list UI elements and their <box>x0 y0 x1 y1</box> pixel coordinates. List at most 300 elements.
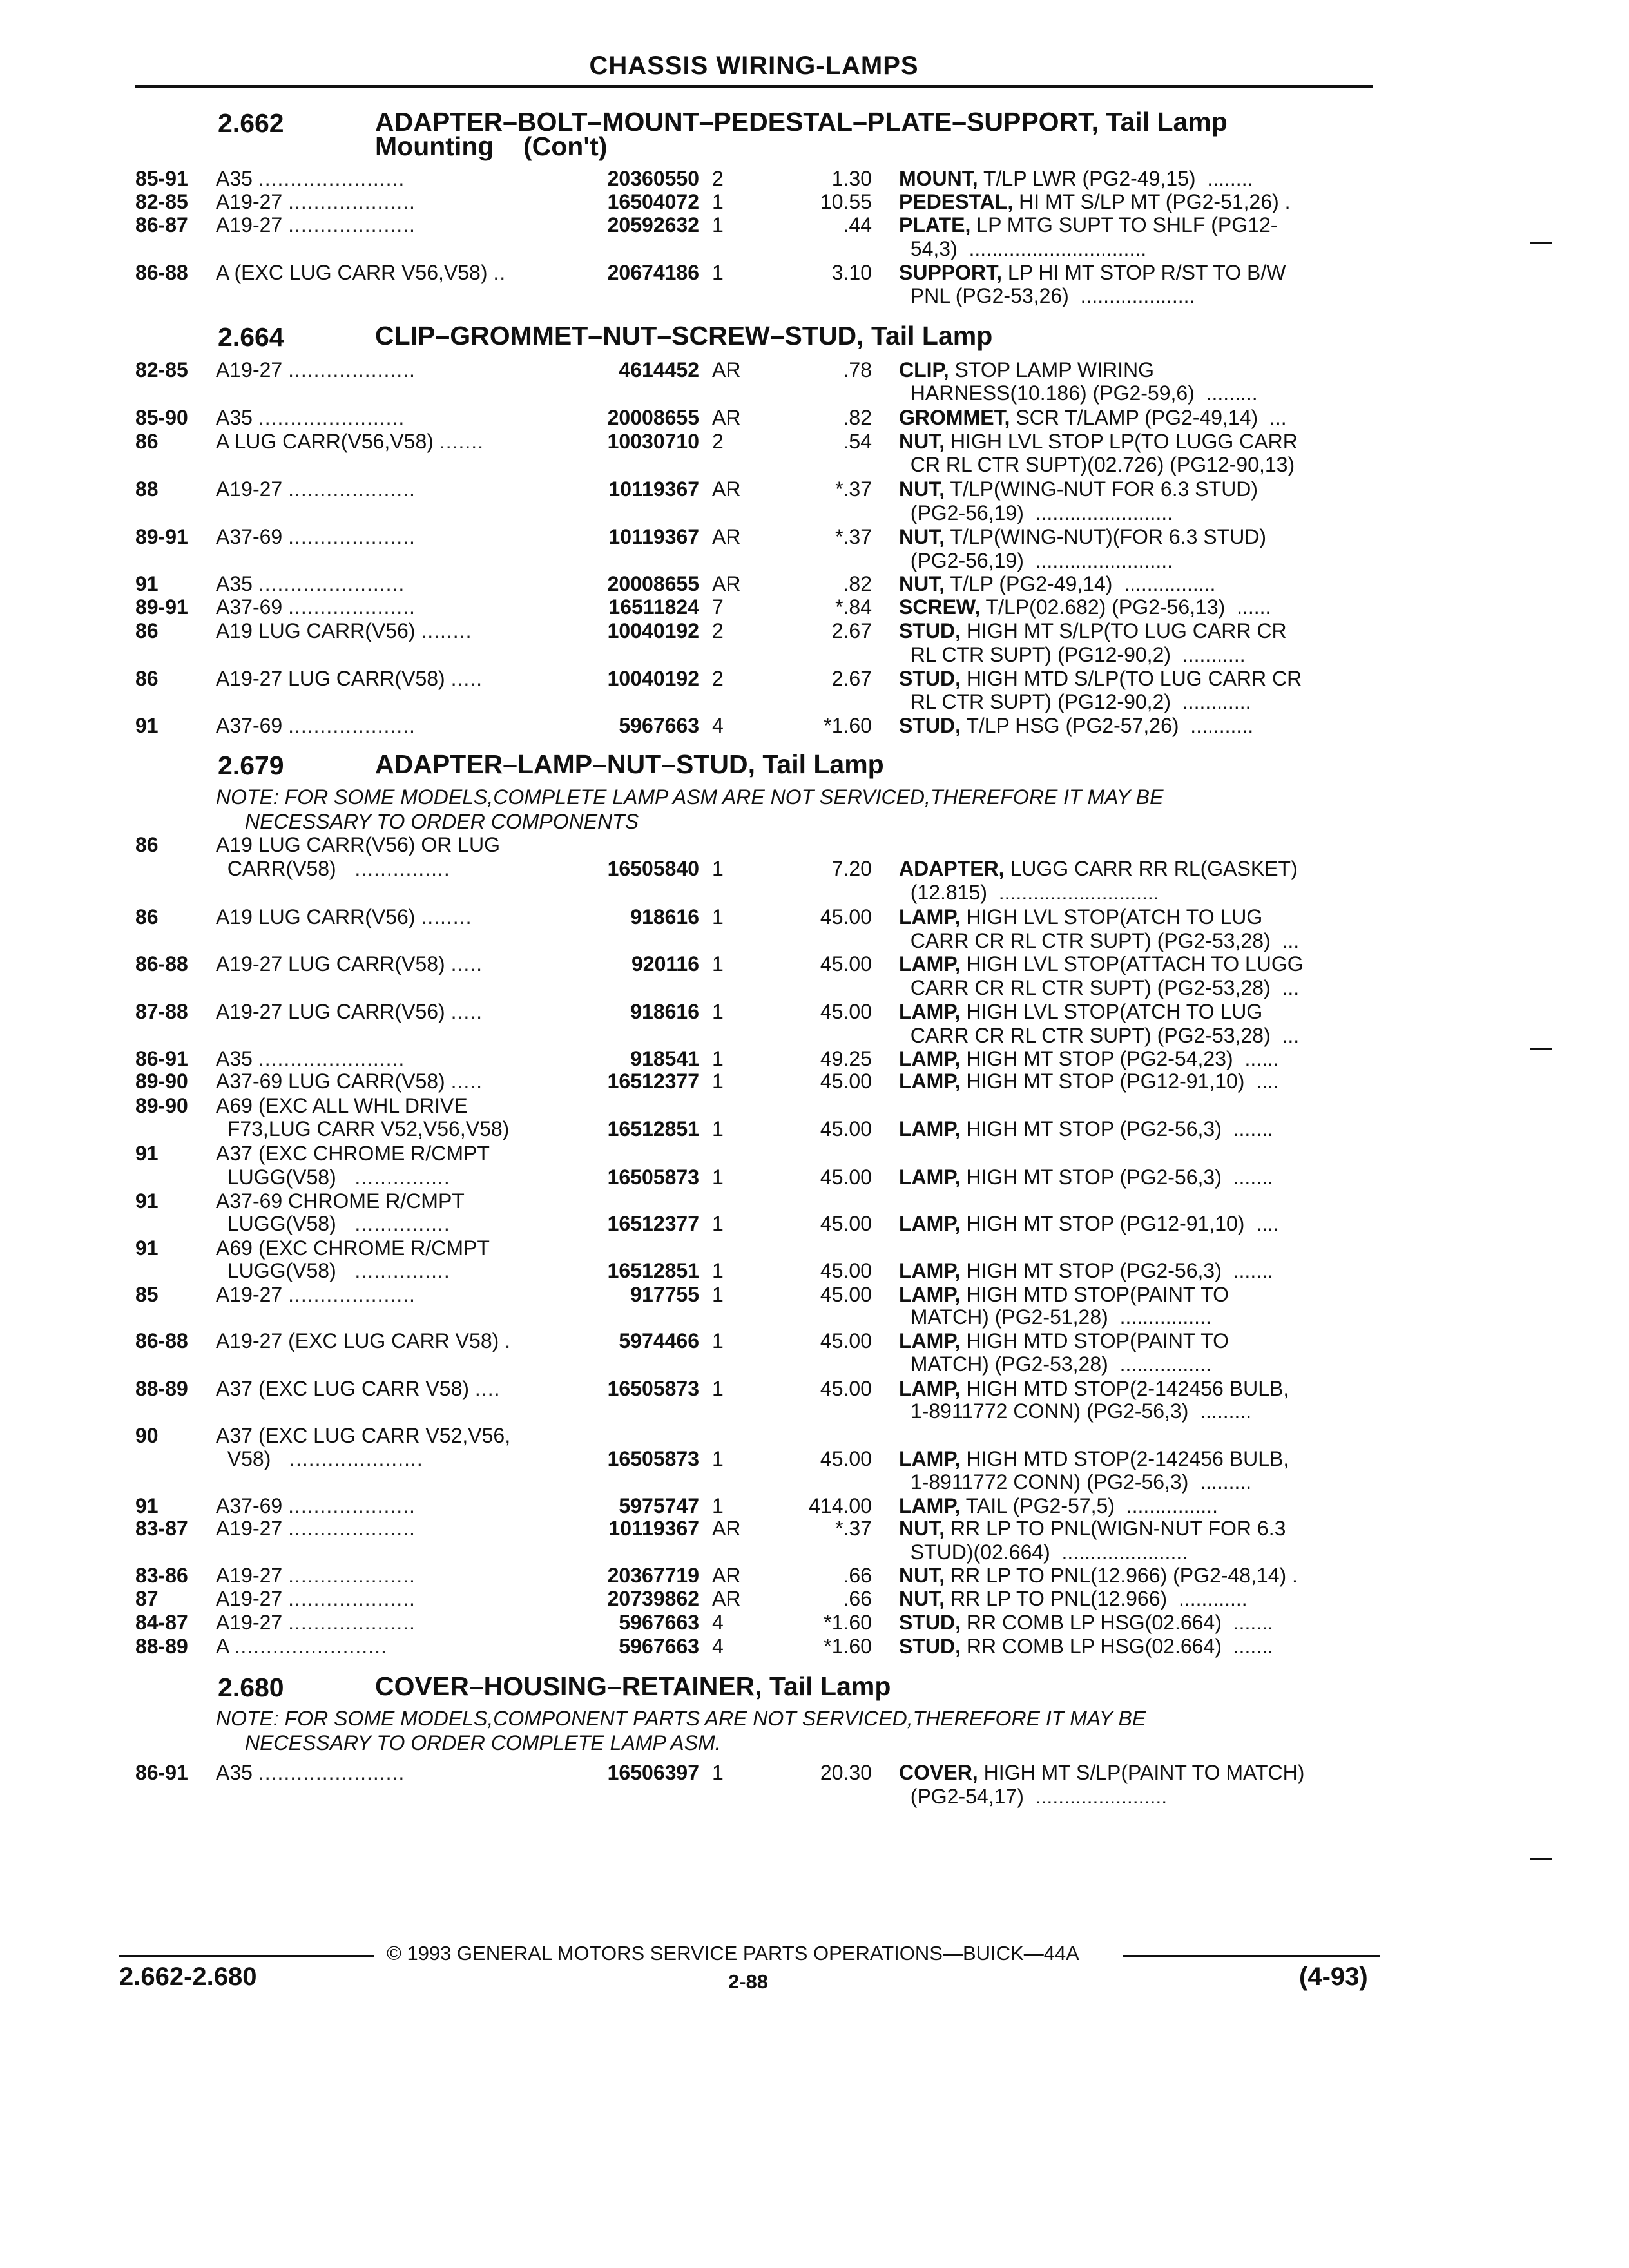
year-range: 87 <box>135 1587 159 1610</box>
model-code <box>216 1761 405 1785</box>
section-number: 2.679 <box>218 751 284 780</box>
part-detail: HIGH MT S/LP(TO LUG CARR CR <box>961 619 1287 642</box>
part-number: 918616 <box>630 1000 699 1023</box>
leader-dots: .................... <box>1068 284 1195 307</box>
unit-price: *1.60 <box>824 714 872 737</box>
quantity: 1 <box>712 1070 724 1093</box>
part-detail: RR LP TO PNL(WIGN-NUT FOR 6.3 <box>945 1517 1286 1540</box>
model-code <box>216 952 483 976</box>
quantity: AR <box>712 1564 741 1587</box>
part-detail: HIGH MTD STOP(PAINT TO <box>960 1329 1229 1352</box>
part-detail: SCR T/LAMP (PG2-49,14) <box>1010 406 1258 429</box>
part-number: 917755 <box>630 1283 699 1306</box>
part-description <box>899 1447 1289 1471</box>
table-row <box>0 1142 1629 1166</box>
part-type: LAMP, <box>899 1283 961 1306</box>
part-number: 20674186 <box>607 261 699 284</box>
leader-dots: .. <box>493 261 506 284</box>
part-type: LAMP, <box>899 1259 961 1282</box>
year-range: 91 <box>135 1189 159 1213</box>
quantity: 1 <box>712 213 724 236</box>
section-range: 2.662-2.680 <box>119 1963 257 1991</box>
leader-dots: ........ <box>421 619 472 642</box>
unit-price: 45.00 <box>820 905 872 928</box>
model-text: A19-27 (EXC LUG CARR V58) <box>216 1329 499 1352</box>
leader-dots: . <box>1278 190 1291 213</box>
model-code <box>216 1352 222 1376</box>
model-text: LUGG(V58) <box>216 1212 336 1235</box>
leader-dots: . <box>1286 1564 1298 1587</box>
part-type: NUT, <box>899 1587 945 1610</box>
table-row <box>0 261 1629 285</box>
part-type: PLATE, <box>899 213 971 236</box>
part-description <box>899 572 1215 596</box>
part-detail: 1-8911772 CONN) (PG2-56,3) <box>899 1470 1189 1494</box>
year-range: 86 <box>135 430 159 453</box>
leader-dots: ............... <box>342 857 450 880</box>
model-code <box>216 1236 495 1260</box>
leader-dots: ............................ <box>987 881 1159 904</box>
leader-dots: ...... <box>1225 595 1271 619</box>
table-row <box>0 1305 1629 1330</box>
leader-dots: ... <box>1258 406 1287 429</box>
part-detail: HIGH MT STOP (PG2-56,3) <box>960 1166 1222 1189</box>
year-range: 88-89 <box>135 1635 188 1658</box>
part-number: 20367719 <box>607 1564 699 1587</box>
leader-dots: ....... <box>1221 1259 1273 1282</box>
table-row <box>0 1377 1629 1401</box>
model-text: A19-27 <box>216 1564 283 1587</box>
year-range: 89-91 <box>135 595 188 619</box>
leader-dots: ....................... <box>1023 1785 1168 1808</box>
part-type: LAMP, <box>899 1447 961 1470</box>
unit-price: 45.00 <box>820 1212 872 1235</box>
part-number: 20360550 <box>607 167 699 190</box>
leader-dots: ......... <box>1188 1470 1252 1494</box>
quantity: 1 <box>712 1447 724 1470</box>
table-row <box>0 833 1629 858</box>
part-detail: HIGH MTD STOP(PAINT TO <box>960 1283 1229 1306</box>
model-code <box>216 1117 515 1141</box>
leader-dots: ....... <box>1221 1166 1273 1189</box>
part-description <box>899 595 1271 619</box>
quantity: 1 <box>712 952 724 975</box>
part-detail: CARR CR RL CTR SUPT) (PG2-53,28) <box>899 929 1271 952</box>
quantity: 1 <box>712 857 724 880</box>
model-code <box>216 1399 222 1423</box>
model-code <box>216 1377 500 1401</box>
part-number: 5967663 <box>619 1611 699 1634</box>
leader-dots: ............... <box>342 1166 450 1189</box>
model-code <box>216 1424 516 1448</box>
model-code <box>216 833 506 857</box>
quantity: AR <box>712 477 741 501</box>
part-detail: CARR CR RL CTR SUPT) (PG2-53,28) <box>899 976 1271 999</box>
part-description <box>899 213 1277 237</box>
leader-dots: ........... <box>1171 643 1246 666</box>
leader-dots: ........ <box>1195 167 1253 190</box>
model-text: A19-27 LUG CARR(V58) <box>216 952 445 975</box>
part-number: 16505873 <box>607 1377 699 1400</box>
part-description <box>899 1212 1279 1236</box>
leader-dots: ....... <box>439 430 485 453</box>
table-row <box>0 619 1629 644</box>
leader-dots: ............... <box>342 1259 450 1282</box>
part-type: STUD, <box>899 1635 961 1658</box>
part-number: 16505873 <box>607 1447 699 1470</box>
model-text: A LUG CARR(V56,V58) <box>216 430 434 453</box>
leader-dots: .................... <box>288 477 416 501</box>
part-number: 10040192 <box>607 619 699 642</box>
part-description <box>899 358 1154 382</box>
model-text: V58) <box>216 1447 271 1470</box>
unit-price: .82 <box>843 406 872 429</box>
part-type: NUT, <box>899 477 945 501</box>
part-detail: MATCH) (PG2-53,28) <box>899 1352 1108 1376</box>
table-row <box>0 1399 1629 1424</box>
leader-dots: ....................... <box>258 1761 405 1784</box>
part-description <box>899 1117 1273 1141</box>
model-text: A19-27 <box>216 1283 283 1306</box>
year-range: 88-89 <box>135 1377 188 1400</box>
model-text: A35 <box>216 572 253 595</box>
table-row <box>0 237 1629 262</box>
part-description <box>899 430 1298 454</box>
quantity: 1 <box>712 1283 724 1306</box>
part-description <box>899 1541 1188 1564</box>
year-range: 86 <box>135 667 159 690</box>
table-row <box>0 381 1629 406</box>
unit-price: 45.00 <box>820 1070 872 1093</box>
quantity: 1 <box>712 1494 724 1517</box>
part-number: 918616 <box>630 905 699 928</box>
model-text: A35 <box>216 406 253 429</box>
part-description <box>899 381 1258 405</box>
model-code <box>216 525 416 549</box>
year-range: 86 <box>135 619 159 642</box>
model-text: A35 <box>216 167 253 190</box>
unit-price: 45.00 <box>820 1259 872 1282</box>
part-number: 16512377 <box>607 1070 699 1093</box>
table-row <box>0 1117 1629 1142</box>
model-text: A19-27 <box>216 213 283 236</box>
part-description <box>899 477 1258 501</box>
model-text: A19-27 <box>216 1587 283 1610</box>
footer-rule-left <box>119 1955 374 1957</box>
model-code <box>216 261 506 285</box>
quantity: AR <box>712 572 741 595</box>
part-type: ADAPTER, <box>899 857 1005 880</box>
table-row <box>0 572 1629 597</box>
table-row <box>0 453 1629 477</box>
part-description <box>899 905 1262 929</box>
part-detail: HIGH LVL STOP LP(TO LUGG CARR <box>945 430 1298 453</box>
leader-dots: .................... <box>288 1517 416 1540</box>
part-number: 10119367 <box>608 525 699 548</box>
part-detail: T/LP(02.682) (PG2-56,13) <box>980 595 1226 619</box>
part-detail: HIGH MT STOP (PG2-54,23) <box>960 1047 1233 1070</box>
table-row <box>0 1189 1629 1214</box>
leader-dots: ... <box>1270 929 1300 952</box>
part-detail: STUD)(02.664) <box>899 1541 1050 1564</box>
part-detail: CR RL CTR SUPT)(02.726) (PG12-90,13) <box>899 453 1295 476</box>
page-number: 2-88 <box>728 1970 769 1993</box>
model-code <box>216 1024 222 1048</box>
part-description <box>899 619 1287 643</box>
leader-dots: .... <box>474 1377 501 1400</box>
table-row <box>0 190 1629 215</box>
leader-dots: ....................... <box>258 572 405 595</box>
part-number: 16512377 <box>607 1212 699 1235</box>
leader-dots: ........................ <box>1023 501 1173 524</box>
model-code <box>216 1212 450 1236</box>
section-title: COVER–HOUSING–RETAINER, Tail Lamp <box>375 1671 891 1701</box>
unit-price: *.84 <box>835 595 872 619</box>
quantity: 4 <box>712 714 724 737</box>
model-code <box>216 1000 483 1024</box>
part-number: 20592632 <box>607 213 699 236</box>
model-text: A19-27 <box>216 1517 283 1540</box>
leader-dots: ..................... <box>276 1447 423 1470</box>
model-code <box>216 1564 416 1588</box>
table-row <box>0 1070 1629 1094</box>
model-code <box>216 1142 495 1166</box>
part-detail: RR LP TO PNL(12.966) <box>945 1587 1168 1610</box>
table-row <box>0 595 1629 620</box>
section-title: ADAPTER–BOLT–MOUNT–PEDESTAL–PLATE–SUPPORT, Tail Lamp <box>375 107 1228 137</box>
part-number: 10040192 <box>607 667 699 690</box>
model-code <box>216 430 484 454</box>
part-description <box>899 261 1286 285</box>
section-note: NOTE: FOR SOME MODELS,COMPLETE LAMP ASM ARE NOT SERVICED,THEREFORE IT MAY BE <box>216 785 1164 809</box>
year-range: 86-88 <box>135 261 188 284</box>
model-text: A37-69 <box>216 1494 283 1517</box>
model-code <box>216 1329 511 1353</box>
part-detail: HIGH MT S/LP(PAINT TO MATCH) <box>978 1761 1305 1784</box>
section-note: NOTE: FOR SOME MODELS,COMPONENT PARTS ARE NOT SERVICED,THEREFORE IT MAY BE <box>216 1707 1146 1730</box>
section-number: 2.680 <box>218 1673 284 1702</box>
part-detail: LP MTG SUPT TO SHLF (PG12- <box>970 213 1278 236</box>
part-detail: 1-8911772 CONN) (PG2-56,3) <box>899 1399 1189 1423</box>
model-text: A19-27 LUG CARR(V56) <box>216 1000 445 1023</box>
year-range: 82-85 <box>135 358 188 381</box>
table-row <box>0 1283 1629 1307</box>
unit-price: *1.60 <box>824 1635 872 1658</box>
leader-dots: .................... <box>288 1283 416 1306</box>
part-description <box>899 237 1146 261</box>
model-text: A37-69 <box>216 714 283 737</box>
leader-dots: ...................... <box>1050 1541 1188 1564</box>
table-row <box>0 905 1629 930</box>
model-code <box>216 406 405 430</box>
part-detail: (PG2-54,17) <box>899 1785 1024 1808</box>
part-description <box>899 1761 1304 1785</box>
part-description <box>899 1564 1298 1588</box>
part-type: LAMP, <box>899 1000 961 1023</box>
model-text: A37 (EXC LUG CARR V58) <box>216 1377 470 1400</box>
unit-price: 49.25 <box>820 1047 872 1070</box>
part-number: 16504072 <box>607 190 699 213</box>
part-description <box>899 453 1295 477</box>
part-type: LAMP, <box>899 1329 961 1352</box>
quantity: 4 <box>712 1611 724 1634</box>
leader-dots: ............ <box>1167 1587 1248 1610</box>
part-type: LAMP, <box>899 1377 961 1400</box>
table-row <box>0 1587 1629 1611</box>
unit-price: 45.00 <box>820 1283 872 1306</box>
unit-price: 20.30 <box>820 1761 872 1784</box>
section-title-continued: Mounting (Con't) <box>375 131 608 161</box>
model-text: A (EXC LUG CARR V56,V58) <box>216 261 488 284</box>
part-description <box>899 167 1253 191</box>
unit-price: .78 <box>843 358 872 381</box>
part-detail: RR COMB LP HSG(02.664) <box>961 1635 1222 1658</box>
model-code <box>216 213 416 237</box>
year-range: 86 <box>135 833 159 856</box>
quantity: 2 <box>712 167 724 190</box>
part-detail: RL CTR SUPT) (PG12-90,2) <box>899 643 1171 666</box>
page-header: CHASSIS WIRING-LAMPS <box>589 52 919 80</box>
section-number: 2.662 <box>218 108 284 138</box>
unit-price: 45.00 <box>820 1166 872 1189</box>
part-type: NUT, <box>899 1517 945 1540</box>
part-type: SUPPORT, <box>899 261 1003 284</box>
leader-dots: ....................... <box>258 167 405 190</box>
model-code <box>216 477 416 501</box>
model-text: LUGG(V58) <box>216 1259 336 1282</box>
quantity: 7 <box>712 595 724 619</box>
model-code <box>216 1094 474 1118</box>
model-text: A19 LUG CARR(V56) <box>216 905 416 928</box>
quantity: 1 <box>712 1212 724 1235</box>
quantity: 2 <box>712 619 724 642</box>
leader-dots: ....................... <box>258 1047 405 1070</box>
part-type: NUT, <box>899 525 945 548</box>
model-code <box>216 976 222 1000</box>
part-type: STUD, <box>899 1611 961 1634</box>
model-code <box>216 1587 416 1611</box>
model-text: A19 LUG CARR(V56) <box>216 619 416 642</box>
model-text: A <box>216 1635 229 1658</box>
part-number: 16506397 <box>607 1761 699 1784</box>
part-description <box>899 1470 1251 1494</box>
year-range: 86-91 <box>135 1761 188 1784</box>
table-row <box>0 881 1629 905</box>
unit-price: 45.00 <box>820 952 872 975</box>
model-code <box>216 690 222 714</box>
leader-dots: . <box>505 1329 512 1352</box>
year-range: 87-88 <box>135 1000 188 1023</box>
quantity: 1 <box>712 1117 724 1140</box>
model-code <box>216 1447 423 1471</box>
leader-dots: .................... <box>288 1494 416 1517</box>
year-range: 82-85 <box>135 190 188 213</box>
part-detail: HIGH MT STOP (PG2-56,3) <box>960 1259 1222 1282</box>
part-description <box>899 643 1246 667</box>
model-text: A19-27 <box>216 358 283 381</box>
part-detail: (PG2-56,19) <box>899 501 1024 524</box>
model-code <box>216 167 405 191</box>
quantity: 1 <box>712 1259 724 1282</box>
part-description <box>899 881 1159 905</box>
table-row <box>0 167 1629 191</box>
unit-price: *1.60 <box>824 1611 872 1634</box>
part-number: 20008655 <box>607 406 699 429</box>
leader-dots: ......... <box>1188 1399 1252 1423</box>
leader-dots: ..... <box>450 952 483 975</box>
part-type: NUT, <box>899 572 945 595</box>
part-number: 918541 <box>630 1047 699 1070</box>
part-number: 5967663 <box>619 714 699 737</box>
part-detail: LUGG CARR RR RL(GASKET) <box>1004 857 1298 880</box>
leader-dots: ....................... <box>258 406 405 429</box>
part-type: NUT, <box>899 1564 945 1587</box>
part-detail: T/LP(WING-NUT)(FOR 6.3 STUD) <box>945 525 1267 548</box>
section-title: CLIP–GROMMET–NUT–SCREW–STUD, Tail Lamp <box>375 321 993 351</box>
part-description <box>899 1166 1273 1189</box>
model-code <box>216 1635 387 1658</box>
leader-dots: ...... <box>1233 1047 1279 1070</box>
part-detail: 54,3) <box>899 237 958 260</box>
part-number: 20739862 <box>607 1587 699 1610</box>
part-number: 20008655 <box>607 572 699 595</box>
unit-price: 45.00 <box>820 1377 872 1400</box>
part-description <box>899 976 1299 1000</box>
model-text: F73,LUG CARR V52,V56,V58) <box>216 1117 510 1140</box>
unit-price: 10.55 <box>820 190 872 213</box>
part-description <box>899 1377 1289 1401</box>
part-description <box>899 952 1304 976</box>
model-code <box>216 1189 470 1213</box>
part-description <box>899 190 1291 214</box>
year-range: 83-86 <box>135 1564 188 1587</box>
part-type: LAMP, <box>899 1212 961 1235</box>
quantity: 2 <box>712 430 724 453</box>
quantity: 4 <box>712 1635 724 1658</box>
part-detail: RR LP TO PNL(12.966) (PG2-48,14) <box>945 1564 1287 1587</box>
unit-price: 2.67 <box>831 667 872 690</box>
leader-dots: .................... <box>288 358 416 381</box>
quantity: 1 <box>712 190 724 213</box>
table-row <box>0 1761 1629 1785</box>
margin-mark <box>1530 1048 1552 1050</box>
footer-rule-right <box>1123 1955 1380 1957</box>
leader-dots: .................... <box>288 190 416 213</box>
part-description <box>899 1587 1248 1611</box>
unit-price: 45.00 <box>820 1329 872 1352</box>
part-type: LAMP, <box>899 905 961 928</box>
part-type: GROMMET, <box>899 406 1010 429</box>
part-type: COVER, <box>899 1761 978 1784</box>
unit-price: 414.00 <box>809 1494 872 1517</box>
leader-dots: .................... <box>288 595 416 619</box>
table-row <box>0 714 1629 738</box>
year-range: 89-90 <box>135 1094 188 1117</box>
model-text: LUGG(V58) <box>216 1166 336 1189</box>
table-row <box>0 1447 1629 1472</box>
unit-price: .82 <box>843 572 872 595</box>
part-number: 16511824 <box>608 595 699 619</box>
part-type: LAMP, <box>899 1047 961 1070</box>
table-row <box>0 406 1629 430</box>
model-text: A35 <box>216 1761 253 1784</box>
part-detail: HIGH MT STOP (PG12-91,10) <box>960 1212 1245 1235</box>
model-code <box>216 1283 416 1307</box>
year-range: 91 <box>135 1236 159 1260</box>
model-code <box>216 1166 450 1189</box>
margin-mark <box>1530 242 1552 244</box>
part-type: CLIP, <box>899 358 949 381</box>
